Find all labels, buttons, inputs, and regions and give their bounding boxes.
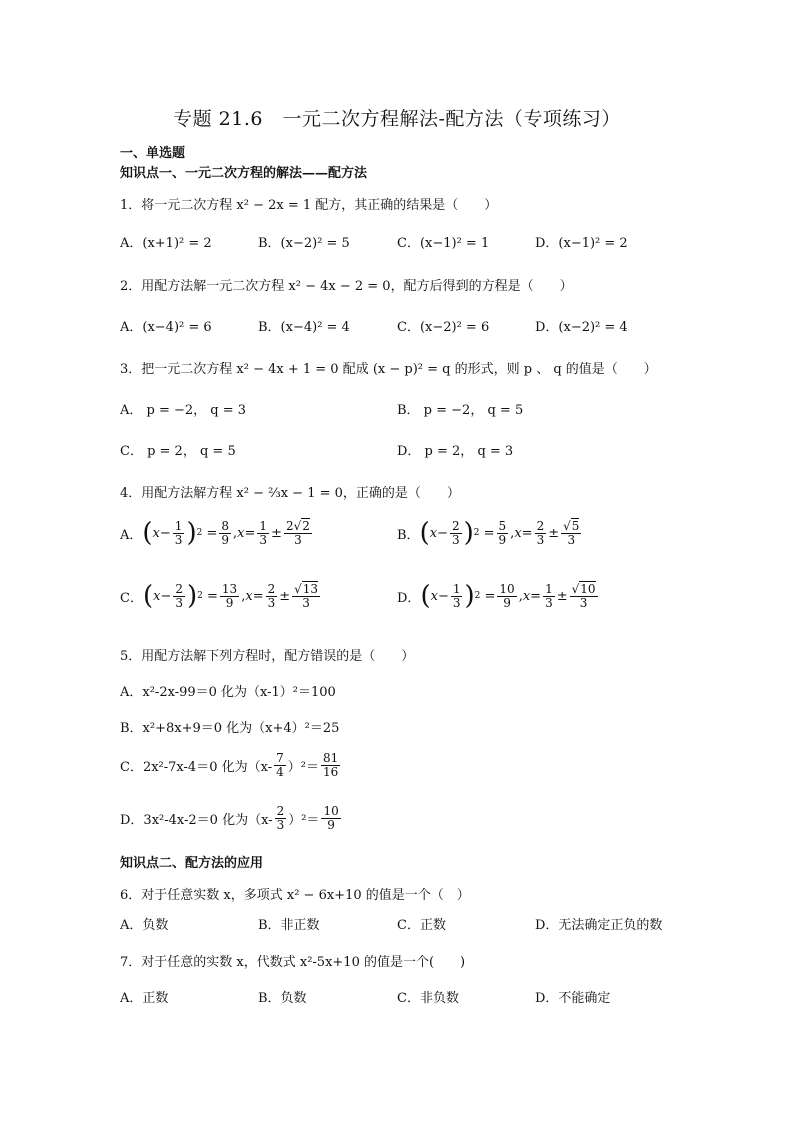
question-3-option-a: A． p = −2， q = 3: [120, 403, 247, 418]
knowledge-point-2: 知识点二、配方法的应用: [120, 856, 264, 871]
question-2-option-d: D．(x−2)² = 4: [535, 320, 628, 335]
knowledge-point-1: 知识点一、一元二次方程的解法——配方法: [120, 166, 368, 181]
option-label: A．: [120, 527, 143, 543]
question-6-option-a: A．负数: [120, 918, 169, 933]
section-heading: 一、单选题: [120, 146, 186, 161]
question-1-option-c: C．(x−1)² = 1: [397, 236, 490, 251]
question-5-option-c: C．2x²-7x-4＝0 化为（x- $\frac{7}{4}$ ）²＝ $\frac{81}{16}$: [120, 751, 339, 779]
question-5-stem: 5．用配方法解下列方程时，配方错误的是（ ）: [120, 649, 415, 664]
question-7-option-d: D．不能确定: [535, 991, 611, 1006]
question-5-option-a: A．x²-2x-99＝0 化为（x-1）²＝100: [120, 685, 336, 700]
question-1-option-d: D．(x−1)² = 2: [535, 236, 628, 251]
question-1-stem: 1．将一元二次方程 x² − 2x = 1 配方，其正确的结果是（ ）: [120, 198, 498, 213]
question-6-option-b: B．非正数: [258, 918, 320, 933]
question-6-option-d: D．无法确定正负的数: [535, 918, 663, 933]
question-4-option-d: D． ( x − $\frac{1}{3}$ ) 2 = $\frac{10}{9}$ , x = $\frac{1}{3}$ ± $\frac{√10}{3}$: [397, 581, 596, 612]
question-1-option-b: B．(x−2)² = 5: [258, 236, 350, 251]
question-6-option-c: C．正数: [397, 918, 446, 933]
question-4-option-b: B． ( x − $\frac{2}{3}$ ) 2 = $\frac{5}{9}$ , x = $\frac{2}{3}$ ± $\frac{√5}{3}$: [397, 518, 580, 549]
question-3-option-b: B． p = −2， q = 5: [397, 403, 524, 418]
question-7-option-c: C．非负数: [397, 991, 459, 1006]
question-3-option-d: D． p = 2， q = 3: [397, 444, 514, 459]
question-3-stem: 3．把一元二次方程 x² − 4x + 1 = 0 配成 (x − p)² = q 的形式，则 p 、 q 的值是（ ）: [120, 362, 657, 377]
question-2-option-c: C．(x−2)² = 6: [397, 320, 490, 335]
question-6-stem: 6．对于任意实数 x，多项式 x² − 6x+10 的值是一个（ ）: [120, 888, 470, 903]
question-2-option-a: A．(x−4)² = 6: [120, 320, 212, 335]
question-5-option-b: B．x²+8x+9＝0 化为（x+4）²＝25: [120, 721, 340, 736]
question-2-stem: 2．用配方法解一元二次方程 x² − 4x − 2 = 0，配方后得到的方程是（ ）: [120, 279, 573, 294]
option-label: D．: [397, 590, 421, 606]
question-4-option-c: C． ( x − $\frac{2}{3}$ ) 2 = $\frac{13}{9}$ , x = $\frac{2}{3}$ ± $\frac{√13}{3}$: [120, 581, 319, 612]
page-title: 专题 21.6 一元二次方程解法-配方法（专项练习）: [173, 108, 621, 130]
question-7-option-b: B．负数: [258, 991, 307, 1006]
option-text: D．3x²-4x-2＝0 化为（x-: [120, 812, 273, 828]
option-label: C．: [120, 590, 143, 606]
question-4-stem: 4．用配方法解方程 x² − ⅔x − 1 = 0，正确的是（ ）: [120, 486, 460, 501]
option-text: C．2x²-7x-4＝0 化为（x-: [120, 759, 273, 775]
question-3-option-c: C． p = 2， q = 5: [120, 444, 236, 459]
question-7-option-a: A．正数: [120, 991, 169, 1006]
option-label: B．: [397, 527, 420, 543]
question-4-option-a: A． ( x − $\frac{1}{3}$ ) 2 = $\frac{8}{9}$ , x = $\frac{1}{3}$ ± $\frac{2√2}{3}$: [120, 518, 310, 549]
question-1-option-a: A．(x+1)² = 2: [120, 236, 212, 251]
question-2-option-b: B．(x−4)² = 4: [258, 320, 350, 335]
question-5-option-d: D．3x²-4x-2＝0 化为（x- $\frac{2}{3}$ ）²＝ $\frac{10}{9}$: [120, 804, 339, 832]
question-7-stem: 7．对于任意的实数 x，代数式 x²-5x+10 的值是一个( ): [120, 955, 466, 970]
